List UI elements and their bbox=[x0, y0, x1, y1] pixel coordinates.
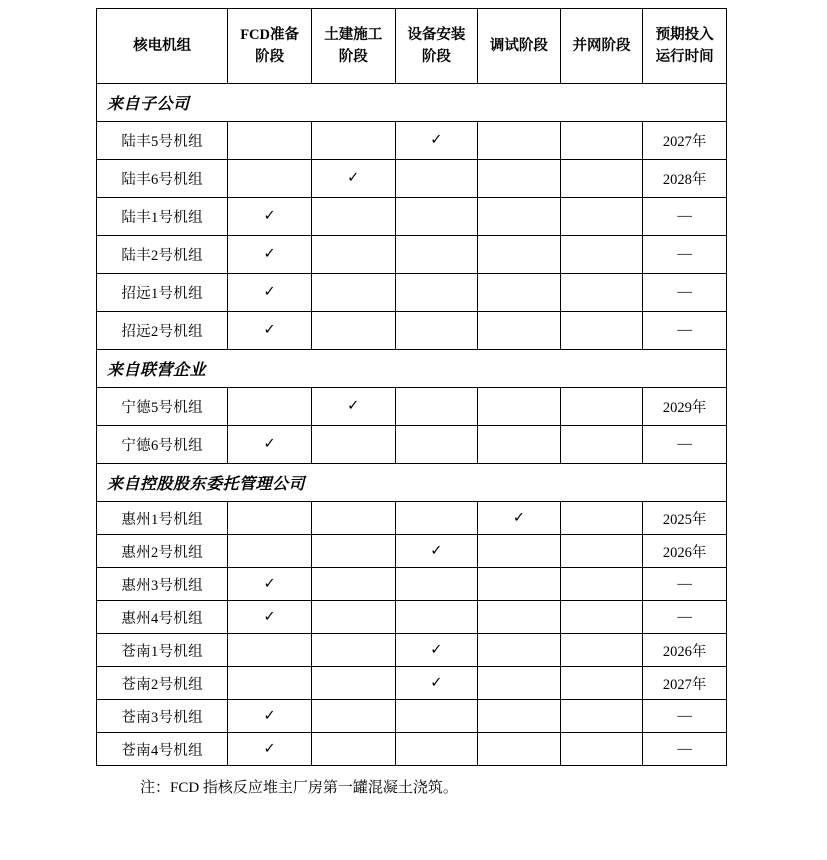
stage-mark-cell bbox=[560, 502, 643, 535]
stage-mark-cell bbox=[478, 198, 561, 236]
expected-operation-cell: 2026年 bbox=[643, 634, 727, 667]
table-row bbox=[97, 502, 727, 535]
stage-mark-cell bbox=[228, 388, 312, 426]
stage-mark-cell bbox=[478, 568, 561, 601]
stage-mark-cell: ✓ bbox=[228, 274, 312, 312]
stage-mark-cell bbox=[560, 700, 643, 733]
stage-mark-cell: ✓ bbox=[228, 236, 312, 274]
stage-mark-cell bbox=[478, 160, 561, 198]
stage-mark-cell bbox=[228, 535, 312, 568]
stage-mark-cell: ✓ bbox=[478, 502, 561, 535]
stage-mark-cell bbox=[395, 236, 478, 274]
stage-mark-cell bbox=[228, 634, 312, 667]
unit-name-cell: 惠州1号机组 bbox=[97, 502, 228, 535]
stage-mark-cell bbox=[478, 388, 561, 426]
stage-mark-cell: ✓ bbox=[311, 388, 395, 426]
stage-mark-cell bbox=[560, 601, 643, 634]
table-row bbox=[97, 601, 727, 634]
stage-mark-cell bbox=[395, 198, 478, 236]
table-row bbox=[97, 700, 727, 733]
stage-mark-cell: ✓ bbox=[395, 667, 478, 700]
stage-mark-cell: ✓ bbox=[395, 535, 478, 568]
table-section-row bbox=[97, 464, 727, 502]
table-row bbox=[97, 274, 727, 312]
stage-mark-cell bbox=[311, 733, 395, 766]
table-row bbox=[97, 160, 727, 198]
stage-mark-cell bbox=[478, 634, 561, 667]
stage-mark-cell bbox=[560, 236, 643, 274]
expected-operation-cell: 2028年 bbox=[643, 160, 727, 198]
stage-mark-cell: ✓ bbox=[228, 198, 312, 236]
column-header-commissioning: 调试阶段 bbox=[478, 9, 561, 84]
table-row bbox=[97, 733, 727, 766]
stage-mark-cell: ✓ bbox=[228, 568, 312, 601]
unit-name-cell: 惠州4号机组 bbox=[97, 601, 228, 634]
section-title: 来自联营企业 bbox=[97, 350, 727, 388]
unit-name-cell: 宁德6号机组 bbox=[97, 426, 228, 464]
column-header-fcd-prep: FCD准备 阶段 bbox=[228, 9, 312, 84]
table-row bbox=[97, 122, 727, 160]
expected-operation-cell: — bbox=[643, 274, 727, 312]
unit-name-cell: 宁德5号机组 bbox=[97, 388, 228, 426]
stage-mark-cell bbox=[478, 601, 561, 634]
unit-name-cell: 苍南4号机组 bbox=[97, 733, 228, 766]
column-header-grid-connection: 并网阶段 bbox=[560, 9, 643, 84]
unit-name-cell: 陆丰6号机组 bbox=[97, 160, 228, 198]
stage-mark-cell bbox=[311, 198, 395, 236]
stage-mark-cell bbox=[560, 568, 643, 601]
stage-mark-cell: ✓ bbox=[228, 312, 312, 350]
table-row bbox=[97, 634, 727, 667]
unit-name-cell: 惠州2号机组 bbox=[97, 535, 228, 568]
stage-mark-cell bbox=[311, 568, 395, 601]
stage-mark-cell bbox=[311, 312, 395, 350]
unit-name-cell: 陆丰2号机组 bbox=[97, 236, 228, 274]
expected-operation-cell: 2027年 bbox=[643, 122, 727, 160]
stage-mark-cell bbox=[560, 388, 643, 426]
table-header bbox=[97, 9, 727, 84]
section-title: 来自子公司 bbox=[97, 84, 727, 122]
stage-mark-cell bbox=[311, 601, 395, 634]
unit-name-cell: 招远1号机组 bbox=[97, 274, 228, 312]
stage-mark-cell: ✓ bbox=[228, 700, 312, 733]
stage-mark-cell: ✓ bbox=[228, 426, 312, 464]
table-row bbox=[97, 667, 727, 700]
nuclear-unit-schedule-table bbox=[96, 8, 727, 766]
section-title: 来自控股股东委托管理公司 bbox=[97, 464, 727, 502]
table-note: 注：FCD 指核反应堆主厂房第一罐混凝土浇筑。 bbox=[140, 780, 458, 796]
unit-name-cell: 陆丰5号机组 bbox=[97, 122, 228, 160]
table-row bbox=[97, 568, 727, 601]
table-section-row bbox=[97, 350, 727, 388]
table-row bbox=[97, 388, 727, 426]
stage-mark-cell: ✓ bbox=[228, 601, 312, 634]
stage-mark-cell bbox=[560, 535, 643, 568]
stage-mark-cell bbox=[311, 502, 395, 535]
unit-name-cell: 苍南2号机组 bbox=[97, 667, 228, 700]
unit-name-cell: 招远2号机组 bbox=[97, 312, 228, 350]
stage-mark-cell bbox=[560, 667, 643, 700]
expected-operation-cell: — bbox=[643, 601, 727, 634]
stage-mark-cell bbox=[228, 122, 312, 160]
stage-mark-cell bbox=[311, 274, 395, 312]
stage-mark-cell bbox=[311, 667, 395, 700]
unit-name-cell: 苍南1号机组 bbox=[97, 634, 228, 667]
column-header-unit: 核电机组 bbox=[97, 9, 228, 84]
stage-mark-cell: ✓ bbox=[311, 160, 395, 198]
expected-operation-cell: — bbox=[643, 198, 727, 236]
column-header-equipment-installation: 设备安装 阶段 bbox=[395, 9, 478, 84]
stage-mark-cell bbox=[478, 733, 561, 766]
expected-operation-cell: — bbox=[643, 568, 727, 601]
stage-mark-cell bbox=[311, 535, 395, 568]
stage-mark-cell bbox=[395, 160, 478, 198]
stage-mark-cell bbox=[228, 160, 312, 198]
stage-mark-cell: ✓ bbox=[395, 122, 478, 160]
stage-mark-cell bbox=[311, 236, 395, 274]
expected-operation-cell: — bbox=[643, 236, 727, 274]
stage-mark-cell bbox=[560, 198, 643, 236]
table-row bbox=[97, 236, 727, 274]
stage-mark-cell bbox=[395, 312, 478, 350]
stage-mark-cell bbox=[395, 388, 478, 426]
stage-mark-cell bbox=[395, 274, 478, 312]
column-header-expected-operation: 预期投入 运行时间 bbox=[643, 9, 727, 84]
expected-operation-cell: — bbox=[643, 733, 727, 766]
stage-mark-cell bbox=[560, 122, 643, 160]
stage-mark-cell bbox=[395, 700, 478, 733]
stage-mark-cell: ✓ bbox=[395, 634, 478, 667]
expected-operation-cell: 2029年 bbox=[643, 388, 727, 426]
stage-mark-cell bbox=[560, 160, 643, 198]
expected-operation-cell: 2025年 bbox=[643, 502, 727, 535]
stage-mark-cell bbox=[478, 426, 561, 464]
expected-operation-cell: — bbox=[643, 312, 727, 350]
expected-operation-cell: 2026年 bbox=[643, 535, 727, 568]
table-body bbox=[97, 84, 727, 766]
stage-mark-cell bbox=[311, 700, 395, 733]
stage-mark-cell bbox=[478, 274, 561, 312]
expected-operation-cell: 2027年 bbox=[643, 667, 727, 700]
stage-mark-cell bbox=[228, 502, 312, 535]
table-row bbox=[97, 426, 727, 464]
stage-mark-cell bbox=[478, 700, 561, 733]
table-row bbox=[97, 535, 727, 568]
expected-operation-cell: — bbox=[643, 700, 727, 733]
stage-mark-cell bbox=[560, 274, 643, 312]
table-row bbox=[97, 312, 727, 350]
table-row bbox=[97, 198, 727, 236]
unit-name-cell: 陆丰1号机组 bbox=[97, 198, 228, 236]
column-header-civil-construction: 土建施工 阶段 bbox=[311, 9, 395, 84]
stage-mark-cell bbox=[478, 236, 561, 274]
stage-mark-cell bbox=[478, 667, 561, 700]
stage-mark-cell bbox=[478, 122, 561, 160]
stage-mark-cell bbox=[560, 733, 643, 766]
stage-mark-cell bbox=[395, 568, 478, 601]
table-section-row bbox=[97, 84, 727, 122]
unit-name-cell: 惠州3号机组 bbox=[97, 568, 228, 601]
stage-mark-cell bbox=[560, 312, 643, 350]
stage-mark-cell bbox=[228, 667, 312, 700]
unit-name-cell: 苍南3号机组 bbox=[97, 700, 228, 733]
header-row bbox=[97, 9, 727, 84]
stage-mark-cell bbox=[311, 122, 395, 160]
stage-mark-cell bbox=[311, 634, 395, 667]
stage-mark-cell bbox=[395, 733, 478, 766]
stage-mark-cell bbox=[560, 426, 643, 464]
stage-mark-cell bbox=[395, 502, 478, 535]
stage-mark-cell bbox=[560, 634, 643, 667]
stage-mark-cell bbox=[311, 426, 395, 464]
stage-mark-cell bbox=[395, 601, 478, 634]
stage-mark-cell bbox=[478, 312, 561, 350]
expected-operation-cell: — bbox=[643, 426, 727, 464]
stage-mark-cell: ✓ bbox=[228, 733, 312, 766]
stage-mark-cell bbox=[478, 535, 561, 568]
stage-mark-cell bbox=[395, 426, 478, 464]
